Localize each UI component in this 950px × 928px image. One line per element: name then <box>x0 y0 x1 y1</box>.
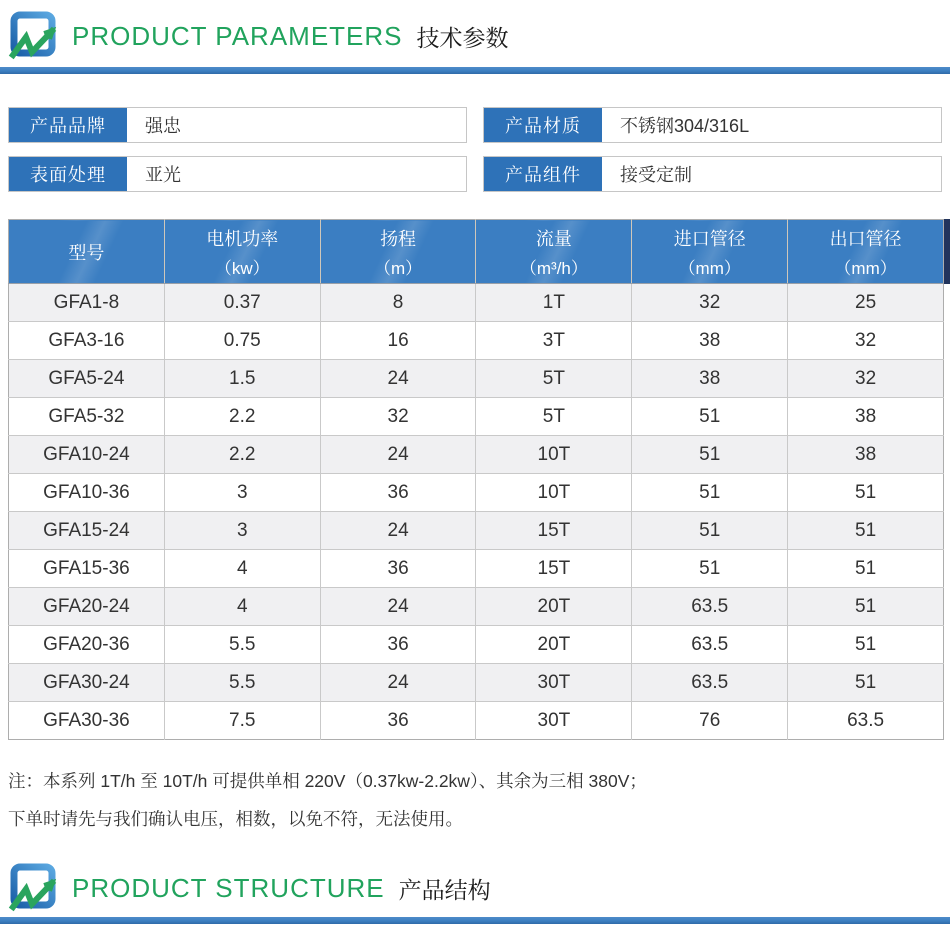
table-cell: 7.5 <box>164 702 320 740</box>
header-line2: （m） <box>373 258 423 278</box>
header-inlet-diameter <box>632 220 788 284</box>
table-cell: GFA15-36 <box>9 550 165 588</box>
table-cell: 36 <box>320 626 476 664</box>
header-line1: 流量 <box>535 228 572 249</box>
info-value: 强忠 <box>145 116 181 136</box>
table-cell: GFA15-24 <box>9 512 165 550</box>
info-value: 不锈钢304/316L <box>620 116 750 136</box>
table-cell: GFA20-24 <box>9 588 165 626</box>
table-cell: 51 <box>788 664 944 702</box>
info-label: 产品材质 <box>484 108 602 142</box>
header-model <box>9 220 165 284</box>
table-cell: 3 <box>164 512 320 550</box>
header-motor-power <box>164 220 320 284</box>
table-cell: 24 <box>320 664 476 702</box>
table-cell: 51 <box>632 436 788 474</box>
table-cell: GFA1-8 <box>9 284 165 322</box>
header-line2: （kw） <box>214 258 270 278</box>
table-cell: 51 <box>632 512 788 550</box>
table-cell: 25 <box>788 284 944 322</box>
info-label: 产品品牌 <box>9 108 127 142</box>
table-cell: 38 <box>788 436 944 474</box>
header-line2: （m³/h） <box>519 258 588 278</box>
table-cell: 51 <box>632 398 788 436</box>
table-cell: 36 <box>320 702 476 740</box>
section-title-english: PRODUCT PARAMETERS <box>72 20 403 51</box>
table-cell: 32 <box>632 284 788 322</box>
table-cell: 4 <box>164 550 320 588</box>
table-cell: 51 <box>788 626 944 664</box>
info-box-brand <box>8 107 467 143</box>
table-cell: 1T <box>476 284 632 322</box>
header-outlet-diameter <box>788 220 944 284</box>
header-flow <box>476 220 632 284</box>
table-row <box>9 702 944 740</box>
parameters-section-header <box>0 0 950 74</box>
table-cell: 36 <box>320 550 476 588</box>
header-line1: 型号 <box>68 242 105 263</box>
table-cell: GFA5-32 <box>9 398 165 436</box>
note-line-2: 下单时请先与我们确认电压，相数，以免不符，无法使用。 <box>8 809 463 829</box>
table-cell: 3T <box>476 322 632 360</box>
table-cell: 38 <box>632 360 788 398</box>
table-cell: 38 <box>632 322 788 360</box>
table-cell: 5.5 <box>164 664 320 702</box>
note-line-1: 注：本系列 1T/h 至 10T/h 可提供单相 220V（0.37kw-2.2kw）、其余为三相 380V； <box>8 771 647 791</box>
product-info-grid <box>8 107 942 192</box>
header-line2: （mm） <box>834 258 897 278</box>
spec-table-head <box>9 220 944 284</box>
table-cell: 15T <box>476 550 632 588</box>
table-cell: 30T <box>476 702 632 740</box>
spec-table <box>8 219 944 740</box>
table-cell: GFA5-24 <box>9 360 165 398</box>
info-label: 产品组件 <box>484 157 602 191</box>
table-cell: 1.5 <box>164 360 320 398</box>
table-cell: 24 <box>320 436 476 474</box>
info-value: 接受定制 <box>620 165 692 185</box>
table-cell: 20T <box>476 588 632 626</box>
table-cell: 24 <box>320 512 476 550</box>
table-cell: 36 <box>320 474 476 512</box>
table-cell: 51 <box>788 512 944 550</box>
header-line2: （mm） <box>678 258 741 278</box>
table-cell: 0.75 <box>164 322 320 360</box>
info-label: 表面处理 <box>9 157 127 191</box>
table-cell: GFA30-36 <box>9 702 165 740</box>
spec-table-body <box>9 284 944 740</box>
table-cell: 63.5 <box>788 702 944 740</box>
table-cell: 32 <box>320 398 476 436</box>
table-cell: GFA3-16 <box>9 322 165 360</box>
table-row <box>9 436 944 474</box>
table-cell: GFA20-36 <box>9 626 165 664</box>
section-divider-bar <box>0 917 950 924</box>
header-edge-strip <box>944 219 950 284</box>
table-cell: GFA30-24 <box>9 664 165 702</box>
table-cell: 51 <box>788 588 944 626</box>
table-row <box>9 664 944 702</box>
brand-logo-icon <box>8 11 58 61</box>
section-title-chinese: 产品结构 <box>398 876 491 903</box>
table-cell: 63.5 <box>632 626 788 664</box>
table-cell: 2.2 <box>164 398 320 436</box>
header-line1: 出口管径 <box>829 228 902 249</box>
header-line1: 进口管径 <box>673 228 746 249</box>
table-cell: 51 <box>632 550 788 588</box>
table-cell: 0.37 <box>164 284 320 322</box>
info-box-material <box>483 107 942 143</box>
table-row <box>9 360 944 398</box>
info-box-components <box>483 156 942 192</box>
table-cell: 10T <box>476 474 632 512</box>
table-row <box>9 512 944 550</box>
table-cell: 5T <box>476 360 632 398</box>
table-cell: 30T <box>476 664 632 702</box>
brand-logo-icon <box>8 863 58 913</box>
table-cell: 76 <box>632 702 788 740</box>
table-row <box>9 398 944 436</box>
table-cell: 24 <box>320 588 476 626</box>
info-value: 亚光 <box>145 165 181 185</box>
table-cell: GFA10-36 <box>9 474 165 512</box>
table-cell: 32 <box>788 360 944 398</box>
voltage-note <box>8 762 942 838</box>
header-line1: 电机功率 <box>206 228 279 249</box>
table-row <box>9 322 944 360</box>
header-row <box>9 220 944 284</box>
table-cell: 20T <box>476 626 632 664</box>
table-cell: 15T <box>476 512 632 550</box>
table-cell: 38 <box>788 398 944 436</box>
table-cell: 51 <box>632 474 788 512</box>
header-line1: 扬程 <box>380 228 417 249</box>
header-head <box>320 220 476 284</box>
structure-section-header <box>0 852 950 924</box>
table-row <box>9 474 944 512</box>
table-row <box>9 626 944 664</box>
info-box-surface <box>8 156 467 192</box>
table-cell: 2.2 <box>164 436 320 474</box>
table-cell: 63.5 <box>632 664 788 702</box>
spec-table-wrap <box>8 219 944 740</box>
table-cell: 10T <box>476 436 632 474</box>
table-cell: 8 <box>320 284 476 322</box>
table-cell: 32 <box>788 322 944 360</box>
table-cell: 24 <box>320 360 476 398</box>
table-cell: 51 <box>788 474 944 512</box>
table-cell: 5T <box>476 398 632 436</box>
table-cell: 51 <box>788 550 944 588</box>
table-cell: 5.5 <box>164 626 320 664</box>
table-cell: 4 <box>164 588 320 626</box>
table-cell: 63.5 <box>632 588 788 626</box>
section-title-chinese: 技术参数 <box>416 24 509 51</box>
table-cell: 16 <box>320 322 476 360</box>
table-cell: GFA10-24 <box>9 436 165 474</box>
table-cell: 3 <box>164 474 320 512</box>
table-row <box>9 588 944 626</box>
table-row <box>9 550 944 588</box>
section-divider-bar <box>0 67 950 74</box>
section-title-english: PRODUCT STRUCTURE <box>72 872 385 903</box>
table-row <box>9 284 944 322</box>
